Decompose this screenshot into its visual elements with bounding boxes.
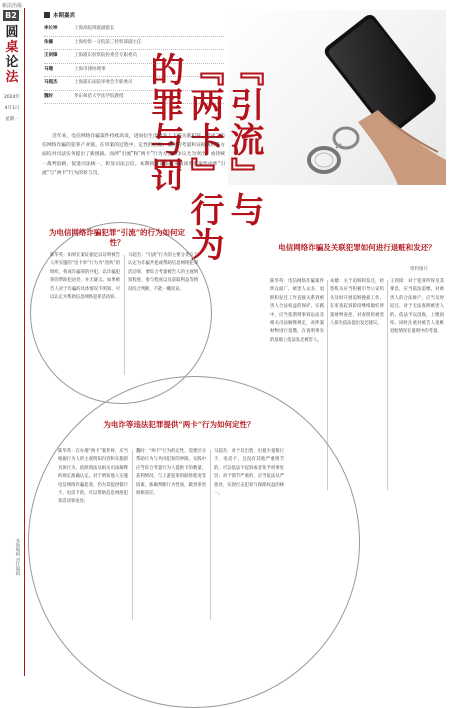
q3-column-3: 马超杰：对于仅出售、出租少量银行卡、电话卡，且没有其他严重情节的，可以依法不起诉或者免予刑事处罚；对于情节严重的，应当依法从严惩处，实现打击犯罪与保障权益的统一。 — [214, 449, 284, 497]
guest-list-header — [44, 11, 224, 19]
guest-affiliation: 上海高院刑庭副庭长 — [74, 26, 115, 31]
q2-column-3: 王剑锋：对于犯罪所得及其孳息，应当依法追缴，对被害人的合法财产，应当及时返还。对于无法查明被害人的，依法予以没收，上缴国库。同时注重对被告人退赃退赔情况在量刑中的考量。 — [390, 279, 444, 335]
guest-row — [44, 37, 224, 51]
square-icon — [44, 12, 50, 18]
side-label: 本版编辑 责任编辑 — [15, 538, 20, 576]
section-char: 圆 — [5, 25, 19, 40]
column-rule — [210, 450, 211, 620]
date-year: 2024年 — [4, 95, 20, 100]
guest-name: 王剑锋 — [44, 53, 58, 58]
guest-affiliation: 华东师范大学法学院教授 — [74, 93, 124, 99]
guest-name: 马珊 — [44, 66, 53, 72]
guest-list-title: 本期嘉宾 — [53, 13, 76, 19]
q3-column-2: 魏时：“两卡”行为的定性，需要区分帮助行为与共同犯罪的界限。实践中应当综合考量行为人提供卡的数量、获利情况、与上游犯罪的联络程度等因素，准确判断行为性质，做到罪责刑相适应。 — [136, 449, 206, 497]
masthead: 新法治报· — [2, 3, 24, 9]
intro-paragraph: 近年来，电信网络诈骗案件持续高发，进而衍生出诸多上下游关联犯罪，形成了电信网络诈骗的犯罪产业链。在审案的过程中，定性的把握，量刑的考量和证据规则等方面均对司法实务提出了新挑战。而涉“引流”和“两卡”行为方面的争议尤为突出，亟待统一裁判思路，促进司法统一，彰显司法公信。本期圆桌论法就来谈谈电诈案件中涉“引流”与“两卡”行为的罪与罚。 — [42, 134, 225, 176]
column-rule — [387, 280, 388, 490]
guest-row — [44, 23, 224, 37]
guest-affiliation: 上海浦东检察院检委会专职委员 — [74, 53, 137, 58]
column-rule — [124, 255, 125, 375]
page-number: B2 — [3, 10, 19, 21]
guest-affiliation: 上海市律协理事 — [74, 66, 106, 72]
section-char: 法 — [5, 70, 19, 85]
q2-column-2: 朱嫱：关于追赃和发还，检察机关应当积极引导公安机关及时开展追赃挽损工作，在审查起诉阶段继续做好涉案财物查控，对查明的被害人损失依法提出发还建议。 — [330, 279, 384, 327]
headline: 『引流』与『两卡』行为的罪与罚 — [144, 52, 264, 262]
guest-name: 朱嫱 — [44, 39, 53, 45]
guest-affiliation: 上海检察一分院第三检察部副主任 — [74, 39, 142, 45]
date-day: 4月1日 — [4, 106, 20, 111]
column-rule — [132, 450, 133, 620]
section-char: 论 — [5, 55, 19, 70]
q3-column-1: 陈华英：在办理“两卡”案件时，应当根据行为人的主观明知内容和实施的具体行为，依照刑法及相关司法解释的规定准确认定。对于明知他人实施电信网络诈骗犯罪，仍为其提供银行卡、电话卡的，可以帮助信息网络犯罪活动罪论处。 — [58, 449, 128, 505]
q1-column-1: 陈华英：如果在案证据足以证明被告人所实施的“送卡单”行为为“团伙”的组织，构成诈骗罪的共犯，以诈骗犯罪的帮助犯论处，并无疑义。如果被告人对于诈骗的具体情况不明知，可以认定为帮助信息网络犯罪活动罪。 — [50, 253, 120, 301]
section-char: 桌 — [5, 40, 19, 55]
date-block — [3, 92, 21, 125]
q3-title: 为电诈等违法犯罪提供“两卡”行为如何定性？ — [103, 420, 255, 429]
q2-title: 电信网络诈骗及关联犯罪如何进行退赃和发还？ — [278, 243, 436, 252]
q1-title: 为电信网络诈骗犯罪“引流”的行为如何定性？ — [48, 228, 186, 247]
section-title — [5, 25, 19, 85]
guest-name: 魏时 — [44, 93, 53, 99]
date-weekday: 星期一 — [5, 117, 19, 122]
q1-column-2: 马超杰：“引流”行为的主要分类在于认定为诈骗共犯或帮助信息网络犯罪活动罪，要综合考量被告人的主观明知程度、参与程度以及获取利益等情况综合判断，不能一概而论。 — [128, 253, 198, 292]
guest-name: 马超杰 — [44, 80, 58, 85]
guest-affiliation: 上海浦东法院审委会专职委员 — [74, 80, 133, 85]
photo-credit: 资料图片 — [410, 267, 428, 272]
q2-column-1: 陈华英：电信网络诈骗案件涉众面广，被害人众多，退赃和发还工作直接关系到被害人合法权益的保护。实践中，应当依照刑事诉讼法及相关司法解释规定，对涉案财物进行追缴，在查明事实的基础上依法发还被害人。 — [270, 279, 324, 343]
guest-name: 李长坤 — [44, 26, 58, 31]
